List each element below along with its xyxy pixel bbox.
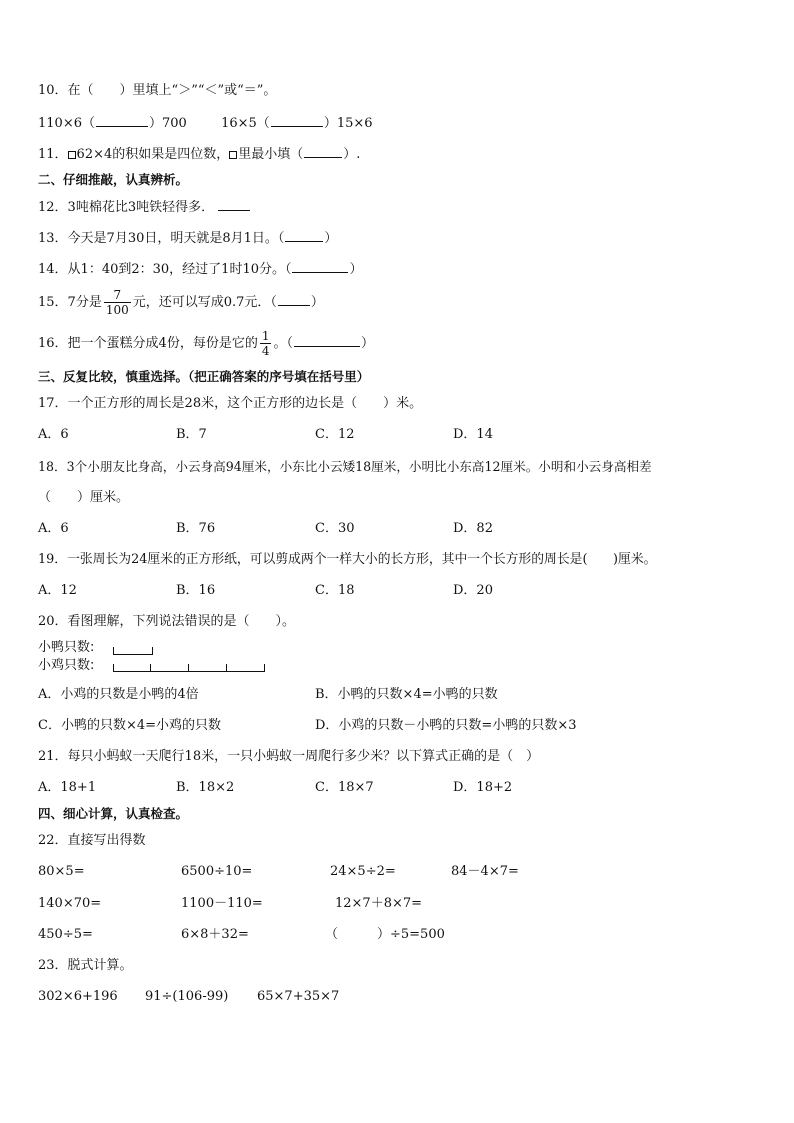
q18-option-b[interactable]: B．76 xyxy=(176,521,216,536)
q17-option-b[interactable]: B．7 xyxy=(176,427,207,442)
q22-expression: 12×7＋8×7= xyxy=(335,896,423,911)
q20-option-d[interactable]: D．小鸡的只数－小鸭的只数=小鸭的只数×3 xyxy=(315,718,577,733)
question-11: 11． 62×4的积如果是四位数， 里最小填（ ）. xyxy=(38,147,361,162)
answer-blank[interactable] xyxy=(218,198,250,211)
q19-option-d[interactable]: D．20 xyxy=(453,583,493,598)
answer-blank[interactable] xyxy=(304,145,342,158)
q22-expression: （ ）÷5=500 xyxy=(325,927,445,942)
answer-blank[interactable] xyxy=(285,229,323,242)
q17-option-a[interactable]: A．6 xyxy=(38,427,69,442)
q21-option-d[interactable]: D．18+2 xyxy=(453,780,513,795)
q22-expression: 6500÷10= xyxy=(181,864,253,879)
q20-option-b[interactable]: B．小鸭的只数×4=小鸭的只数 xyxy=(315,687,498,702)
question-22-stem: 22．直接写出得数 xyxy=(38,833,146,848)
q22-expression: 140×70= xyxy=(38,896,102,911)
q19-option-c[interactable]: C．18 xyxy=(315,583,355,598)
question-16 xyxy=(38,326,374,362)
question-21-stem: 21．每只小蚂蚁一天爬行18米，一只小蚂蚁一周爬行多少米？以下算式正确的是（ ） xyxy=(38,749,540,764)
q22-expression: 6×8＋32= xyxy=(181,927,249,942)
q18-option-a[interactable]: A．6 xyxy=(38,521,69,536)
q16-end: ） xyxy=(360,336,374,351)
q17-option-d[interactable]: D．14 xyxy=(453,427,493,442)
question-17-stem: 17．一个正方形的周长是28米，这个正方形的边长是（ ）米。 xyxy=(38,396,423,411)
fraction-7-100 xyxy=(104,288,131,317)
q13-end: ） xyxy=(324,231,338,246)
q10-item-b-right: ）15×6 xyxy=(323,116,373,131)
q22-expression: 84－4×7= xyxy=(451,864,519,879)
q11-end: ）. xyxy=(343,147,361,162)
answer-blank[interactable] xyxy=(294,334,360,347)
answer-blank[interactable] xyxy=(271,114,323,127)
q23-expression: 302×6+196 xyxy=(38,989,118,1004)
q11-before: 62×4的积如果是四位数， xyxy=(76,147,230,162)
question-23-stem: 23．脱式计算。 xyxy=(38,958,133,973)
fraction-numerator: 1 xyxy=(261,329,270,343)
question-15 xyxy=(38,285,324,321)
chick-count-label: 小鸡只数: xyxy=(38,658,95,673)
q16-before: 16．把一个蛋糕分成4份，每份是它的 xyxy=(38,336,258,351)
section-3-heading: 三、反复比较，慎重选择。（把正确答案的序号填在括号里） xyxy=(38,369,370,384)
square-box-icon xyxy=(229,151,237,159)
square-box-icon xyxy=(68,151,76,159)
q14-text: 14．从1：40到2：30，经过了1时10分。（ xyxy=(38,262,292,277)
q11-after: 里最小填（ xyxy=(238,147,304,162)
answer-blank[interactable] xyxy=(278,293,310,306)
q12-text: 12．3吨棉花比3吨铁轻得多． xyxy=(38,200,215,215)
q21-option-b[interactable]: B．18×2 xyxy=(176,780,235,795)
chick-segment xyxy=(113,664,151,672)
q20-option-a[interactable]: A．小鸡的只数是小鸭的4倍 xyxy=(38,687,199,702)
q21-option-c[interactable]: C．18×7 xyxy=(315,780,374,795)
question-12 xyxy=(38,198,251,217)
q19-option-a[interactable]: A．12 xyxy=(38,583,77,598)
q15-end: ） xyxy=(310,295,324,310)
duck-count-label: 小鸭只数: xyxy=(38,640,95,655)
question-18-stem-line2: （ ）厘米。 xyxy=(38,490,130,505)
q23-expression: 91÷(106-99) xyxy=(145,989,229,1004)
q10-item-b-left: 16×5（ xyxy=(221,116,270,131)
section-4-heading: 四、细心计算，认真检查。 xyxy=(38,806,189,821)
q23-expression: 65×7+35×7 xyxy=(257,989,340,1004)
q10-item-a-left: 110×6（ xyxy=(38,116,95,131)
chick-segment xyxy=(151,664,189,672)
q22-expression: 1100－110= xyxy=(181,896,263,911)
question-10-stem: 10．在（ ）里填上“＞”“＜”或“＝”。 xyxy=(38,83,277,98)
q14-end: ） xyxy=(349,262,363,277)
question-20-stem: 20．看图理解，下列说法错误的是（ ）。 xyxy=(38,614,296,629)
q22-expression: 80×5= xyxy=(38,864,85,879)
chick-segment xyxy=(227,664,265,672)
q18-option-d[interactable]: D．82 xyxy=(453,521,493,536)
fraction-numerator: 7 xyxy=(104,288,131,303)
q20-option-c[interactable]: C．小鸭的只数×4=小鸡的只数 xyxy=(38,718,222,733)
q18-option-c[interactable]: C．30 xyxy=(315,521,355,536)
section-2-heading: 二、仔细推敲，认真辨析。 xyxy=(38,172,189,187)
fraction-denominator: 100 xyxy=(105,303,129,317)
fraction-1-4 xyxy=(260,329,272,358)
q22-expression: 450÷5= xyxy=(38,927,93,942)
question-13 xyxy=(38,229,337,248)
answer-blank[interactable] xyxy=(96,114,148,127)
q19-option-b[interactable]: B．16 xyxy=(176,583,216,598)
q22-expression: 24×5÷2= xyxy=(330,864,396,879)
answer-blank[interactable] xyxy=(292,260,348,273)
q10-item-a-right: ）700 xyxy=(148,116,187,131)
duck-segment xyxy=(113,647,153,655)
q15-before: 15．7分是 xyxy=(38,295,102,310)
q17-option-c[interactable]: C．12 xyxy=(315,427,355,442)
question-18-stem-line1: 18．3个小朋友比身高，小云身高94厘米，小东比小云矮18厘米，小明比小东高12厘米。小明和小云身高相差 xyxy=(38,459,652,474)
question-10-items xyxy=(38,114,373,133)
q15-after: 元，还可以写成0.7元．（ xyxy=(132,295,277,310)
fraction-denominator: 4 xyxy=(261,344,270,358)
question-19-stem: 19．一张周长为24厘米的正方形纸，可以剪成两个一样大小的长方形，其中一个长方形的周长是( )厘米。 xyxy=(38,552,657,567)
q13-text: 13．今天是7月30日，明天就是8月1日。（ xyxy=(38,231,285,246)
question-14 xyxy=(38,260,363,279)
q16-after: 。（ xyxy=(273,336,293,351)
q21-option-a[interactable]: A．18+1 xyxy=(38,780,97,795)
chick-segment xyxy=(189,664,227,672)
